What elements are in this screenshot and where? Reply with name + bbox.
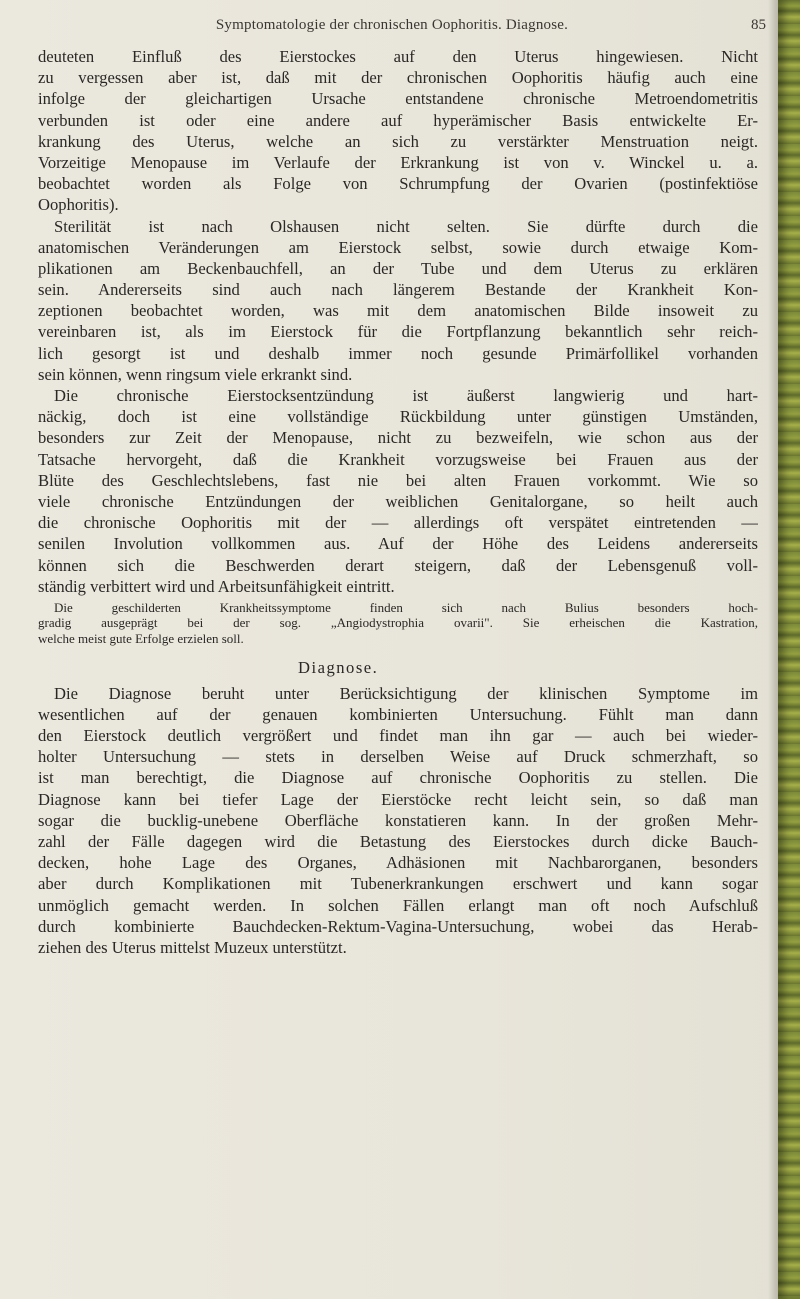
text-line: besonders zur Zeit der Menopause, nicht zu bezweifeln, wie schon aus der — [38, 428, 758, 448]
text-line: sein. Andererseits sind auch nach längerem Bestande der Krankheit Kon- — [38, 280, 758, 300]
text-line: holter Untersuchung — stets in derselben Weise auf Druck schmerzhaft, so — [38, 747, 758, 767]
text-line: wesentlichen auf der genauen kombinierten Untersuchung. Fühlt man dann — [38, 704, 758, 724]
note-line: gradig ausgeprägt bei der sog. „Angiodystrophia ovarii". Sie erheischen die Kastration, — [38, 615, 758, 631]
text-line: Tatsache hervorgeht, daß die Krankheit vorzugsweise bei Frauen aus der — [38, 449, 758, 469]
text-line: zu vergessen aber ist, daß mit der chronischen Oophoritis häufig auch eine — [38, 68, 758, 88]
text-line: sein können, wenn ringsum viele erkrankt sind. — [38, 364, 353, 384]
text-line: plikationen am Beckenbauchfell, an der Tube und dem Uterus zu erklären — [38, 258, 758, 278]
text-line: vereinbaren ist, als im Eierstock für die Fortpflanzung bekanntlich sehr reich- — [38, 322, 758, 342]
paragraph-sterility — [38, 216, 758, 386]
text-line: Die Diagnose beruht unter Berücksichtigung der klinischen Symptome im — [54, 683, 758, 703]
running-title: Symptomatologie der chronischen Oophoritis. Diagnose. — [215, 17, 569, 33]
paragraph-diagnosis — [38, 683, 758, 958]
text-line: zahl der Fälle dagegen wird die Betastung des Eierstockes durch dicke Bauch- — [38, 831, 758, 851]
text-line: Die chronische Eierstocksentzündung ist äußerst langwierig und hart- — [54, 386, 758, 405]
text-line: den Eierstock deutlich vergrößert und findet man ihn gar — auch bei wieder- — [38, 726, 758, 746]
text-line: näckig, doch ist eine vollständige Rückbildung unter günstigen Umständen, — [38, 407, 758, 427]
page-number: 85 — [751, 17, 766, 33]
text-line: sogar die bucklig-unebene Oberfläche konstatieren kann. In der großen Mehr- — [38, 810, 758, 830]
text-line: krankung des Uterus, welche an sich zu verstärkter Menstruation neigt. — [38, 131, 758, 151]
paragraph-menopause — [38, 46, 758, 216]
text-line: zeptionen beobachtet worden, was mit dem anatomischen Bilde insoweit zu — [38, 301, 758, 321]
text-line: verbunden ist oder eine andere auf hyperämischer Basis entwickelte Er- — [38, 110, 758, 130]
text-line: beobachtet worden als Folge von Schrumpfung der Ovarien (postinfektiöse — [38, 174, 758, 194]
text-line: können sich die Beschwerden derart steigern, daß der Lebensgenuß voll- — [38, 555, 758, 575]
small-print-note — [38, 600, 758, 647]
text-line: ziehen des Uterus mittelst Muzeux unterstützt. — [38, 937, 347, 957]
text-line: ist man berechtigt, die Diagnose auf chronische Oophoritis zu stellen. Die — [38, 768, 758, 788]
note-line: welche meist gute Erfolge erzielen soll. — [38, 631, 244, 647]
text-line: ständig verbittert wird und Arbeitsunfähigkeit eintritt. — [38, 576, 395, 596]
text-line: infolge der gleichartigen Ursache entstandene chronische Metroendometritis — [38, 89, 758, 109]
running-head — [30, 17, 770, 41]
text-line: lich gesorgt ist und deshalb immer noch gesunde Primärfollikel vorhanden — [38, 343, 758, 363]
text-line: Oophoritis). — [38, 195, 119, 215]
page-gutter-shadow — [768, 0, 778, 1299]
text-line: unmöglich gemacht werden. In solchen Fällen erlangt man oft noch Aufschluß — [38, 895, 758, 915]
text-line: senilen Involution vollkommen aus. Auf der Höhe des Leidens andererseits — [38, 534, 758, 554]
text-line: viele chronische Entzündungen der weiblichen Genitalorgane, so heilt auch — [38, 491, 758, 511]
text-line: durch kombinierte Bauchdecken-Rektum-Vagina-Untersuchung, wobei das Herab- — [38, 916, 758, 936]
text-line: anatomischen Veränderungen am Eierstock selbst, sowie durch etwaige Kom- — [38, 237, 758, 257]
text-line: die chronische Oophoritis mit der — allerdings oft verspätet eintretenden — — [38, 513, 758, 533]
text-line: Vorzeitige Menopause im Verlaufe der Erkrankung ist von v. Winckel u. a. — [38, 152, 758, 172]
note-line: Die geschilderten Krankheitssymptome finden sich nach Bulius besonders hoch- — [54, 599, 758, 615]
text-line: Blüte des Geschlechtslebens, fast nie bei alten Frauen vorkommt. Wie so — [38, 470, 758, 490]
text-line: decken, hohe Lage des Organes, Adhäsionen mit Nachbarorganen, besonders — [38, 853, 758, 873]
section-heading: Diagnose. — [298, 657, 379, 677]
book-binding-edge — [778, 0, 800, 1299]
text-line: aber durch Komplikationen mit Tubenerkrankungen erschwert und kann sogar — [38, 874, 758, 894]
paragraph-course — [38, 385, 758, 597]
text-line: deuteten Einfluß des Eierstockes auf den Uterus hingewiesen. Nicht — [38, 47, 758, 66]
text-line: Diagnose kann bei tiefer Lage der Eierstöcke recht leicht sein, so daß man — [38, 789, 758, 809]
text-line: Sterilität ist nach Olshausen nicht selten. Sie dürfte durch die — [54, 216, 758, 236]
body-text — [38, 46, 758, 958]
